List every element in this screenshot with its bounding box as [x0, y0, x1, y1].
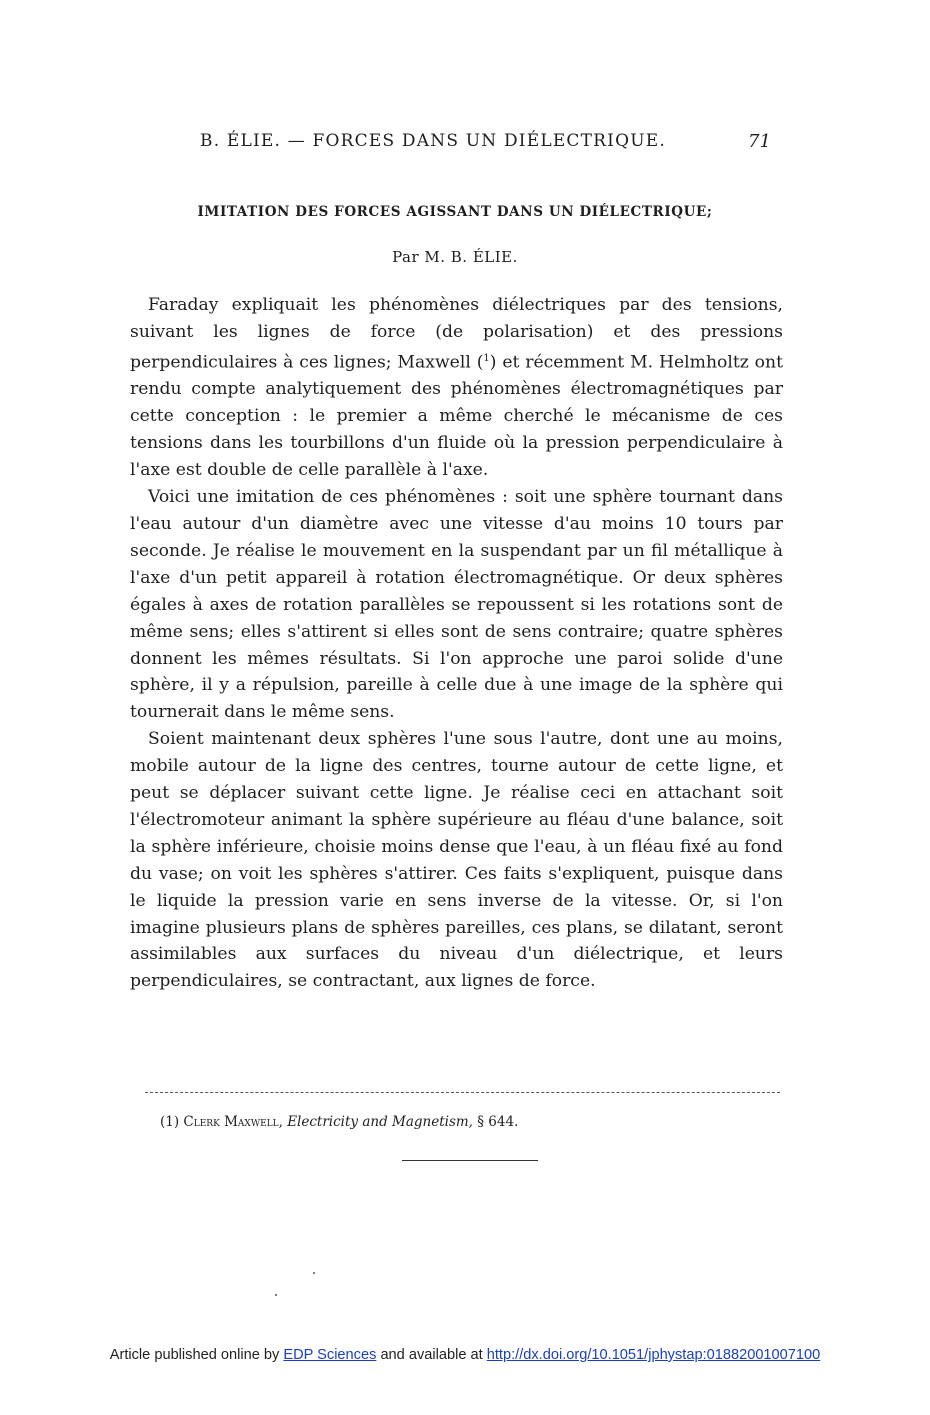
- footnote-reference[interactable]: 1: [483, 352, 490, 364]
- paragraph-1: [130, 292, 783, 484]
- byline: Par M. B. ÉLIE.: [392, 248, 518, 266]
- paragraph-3: Soient maintenant deux sphères l'une sous l'autre, dont une au moins, mobile autour de la ligne des centres, tourne autour de cette ligne, et peut se déplacer suivant cette ligne. Je réalise ceci en attachant soit l'électromoteur animant la sphère supérieure au fléau d'une balance, soit la sphère inférieure, choisie moins dense que l'eau, à un fléau fixé au fond du vase; on voit les sphères s'attirer. Ces faits s'expliquent, puisque dans le liquide la pression varie en sens inverse de la vitesse. Or, si l'on imagine plusieurs plans de sphères pareilles, ces plans, se dilatant, seront assimilables aux surfaces du niveau d'un diélectrique, et leurs perpendiculaires, se contractant, aux lignes de force.: [130, 729, 783, 992]
- footnote-section: § 644.: [477, 1114, 519, 1130]
- paragraph-1-end: ) et récemment M. Helmholtz ont rendu compte analytiquement des phénomènes électromagnétiques par cette conception : le premier a même cherché le mécanisme de ces tensions dans les tourbillons d'un fluide où la pression perpendiculaire à l'axe est double de celle parallèle à l'axe.: [130, 352, 783, 481]
- paragraph-1-start: Faraday expliquait les phénomènes diélectriques par des tensions, suivant les lignes de force (de polarisation) et des pressions perpendiculaires à ces lignes; Maxwell (: [130, 295, 783, 373]
- footnote: [160, 1114, 780, 1130]
- footnote-author: Clerk Maxwell,: [183, 1114, 283, 1130]
- page-number: 71: [748, 131, 771, 152]
- footnote-marker: (1): [160, 1114, 180, 1130]
- article-body: [130, 292, 783, 995]
- doi-link[interactable]: http://dx.doi.org/10.1051/jphystap:01882001007100: [486, 1347, 821, 1363]
- publisher-note-middle: and available at: [380, 1347, 483, 1363]
- end-of-article-rule: [402, 1160, 538, 1161]
- article-title: IMITATION DES FORCES AGISSANT DANS UN DIÉLECTRIQUE;: [197, 204, 713, 220]
- scan-speck: [313, 1272, 315, 1274]
- publisher-link[interactable]: EDP Sciences: [283, 1347, 377, 1363]
- publisher-note: [0, 1347, 930, 1363]
- scan-speck: [275, 1294, 277, 1296]
- footnote-book-title: Electricity and Magnetism,: [287, 1114, 473, 1130]
- paragraph-2: Voici une imitation de ces phénomènes : soit une sphère tournant dans l'eau autour d'un diamètre avec une vitesse d'au moins 10 tours par seconde. Je réalise le mouvement en la suspendant par un fil métallique à l'axe d'un petit appareil à rotation électromagnétique. Or deux sphères égales à axes de rotation parallèles se repoussent si les rotations sont de même sens; elles s'attirent si elles sont de sens contraire; quatre sphères donnent les mêmes résultats. Si l'on approche une paroi solide d'une sphère, il y a répulsion, pareille à celle due à une image de la sphère qui tournerait dans le même sens.: [130, 487, 783, 723]
- running-head: B. ÉLIE. — FORCES DANS UN DIÉLECTRIQUE.: [200, 131, 666, 151]
- footnote-separator: [145, 1092, 780, 1093]
- publisher-note-prefix: Article published online by: [109, 1347, 280, 1363]
